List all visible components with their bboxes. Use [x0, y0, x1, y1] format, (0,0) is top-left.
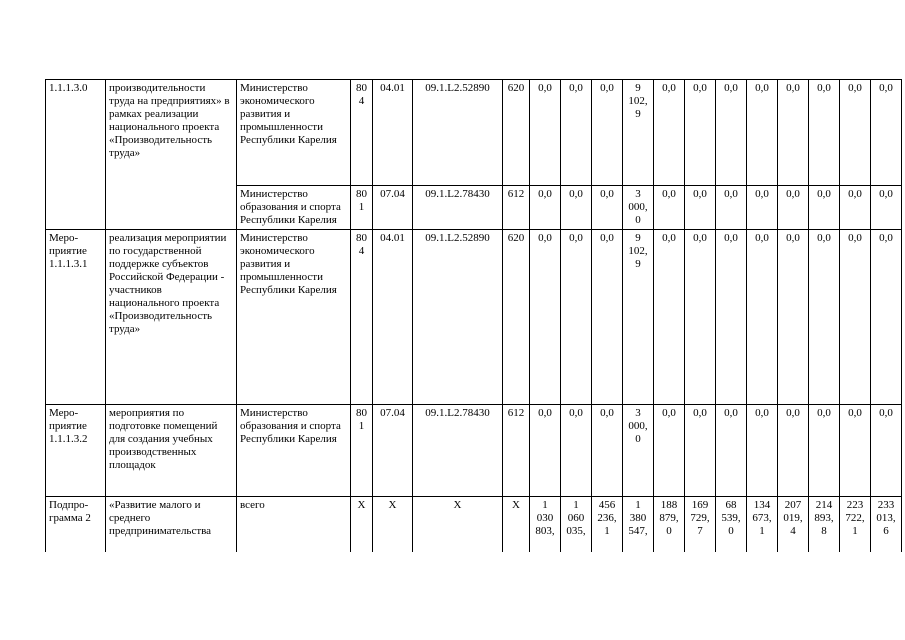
- rzpr-cell: 04.01: [373, 230, 413, 405]
- vr-cell: Х: [503, 497, 530, 552]
- value-cell: 68 539, 0: [716, 497, 747, 552]
- grbs-cell: 80 1: [351, 186, 373, 230]
- value-cell: 0,0: [685, 230, 716, 405]
- value-cell: 0,0: [561, 186, 592, 230]
- rzpr-cell: 04.01: [373, 80, 413, 186]
- value-cell: 169 729, 7: [685, 497, 716, 552]
- code-cell: Меро- приятие 1.1.1.3.1: [46, 230, 106, 405]
- value-cell: 0,0: [747, 405, 778, 497]
- csr-cell: 09.1.L2.52890: [413, 230, 503, 405]
- value-cell: 0,0: [592, 80, 623, 186]
- value-cell: 0,0: [685, 80, 716, 186]
- name-cell: мероприятия по подготовке помещений для создания учебных производственных площадок: [106, 405, 237, 497]
- value-cell: 0,0: [840, 186, 871, 230]
- value-cell: 0,0: [778, 80, 809, 186]
- value-cell: 0,0: [530, 230, 561, 405]
- value-cell: 0,0: [561, 80, 592, 186]
- value-cell: 1 060 035,: [561, 497, 592, 552]
- rzpr-cell: 07.04: [373, 186, 413, 230]
- value-cell: 0,0: [654, 80, 685, 186]
- value-cell: 0,0: [685, 186, 716, 230]
- value-cell: 0,0: [809, 80, 840, 186]
- value-cell: 0,0: [871, 80, 902, 186]
- value-cell: 0,0: [871, 405, 902, 497]
- value-cell: 188 879, 0: [654, 497, 685, 552]
- rzpr-cell: Х: [373, 497, 413, 552]
- table-row: [46, 405, 902, 497]
- vr-cell: 612: [503, 186, 530, 230]
- name-cell: производительности труда на предприятиях» в рамках реализации национального проекта «Производительность труда»: [106, 80, 237, 230]
- vr-cell: 620: [503, 80, 530, 186]
- code-cell: Подпро- грамма 2: [46, 497, 106, 552]
- code-cell: 1.1.1.3.0: [46, 80, 106, 230]
- value-cell: 0,0: [530, 405, 561, 497]
- value-cell: 1 030 803,: [530, 497, 561, 552]
- csr-cell: 09.1.L2.78430: [413, 186, 503, 230]
- value-cell: 0,0: [778, 230, 809, 405]
- org-cell: Министерство образования и спорта Республики Карелия: [237, 405, 351, 497]
- value-cell: 0,0: [778, 405, 809, 497]
- csr-cell: Х: [413, 497, 503, 552]
- value-cell: 9 102, 9: [623, 230, 654, 405]
- grbs-cell: 80 4: [351, 230, 373, 405]
- value-cell: 0,0: [747, 80, 778, 186]
- value-cell: 0,0: [840, 80, 871, 186]
- value-cell: 0,0: [685, 405, 716, 497]
- value-cell: 456 236, 1: [592, 497, 623, 552]
- csr-cell: 09.1.L2.78430: [413, 405, 503, 497]
- value-cell: 0,0: [809, 405, 840, 497]
- value-cell: 0,0: [561, 230, 592, 405]
- org-cell: Министерство образования и спорта Республики Карелия: [237, 186, 351, 230]
- value-cell: 0,0: [871, 230, 902, 405]
- table-row: [46, 80, 902, 186]
- value-cell: 0,0: [654, 230, 685, 405]
- grbs-cell: Х: [351, 497, 373, 552]
- value-cell: 0,0: [654, 186, 685, 230]
- value-cell: 0,0: [592, 186, 623, 230]
- value-cell: 0,0: [809, 186, 840, 230]
- value-cell: 0,0: [809, 230, 840, 405]
- table-row: [46, 497, 902, 552]
- org-cell: Министерство экономического развития и промышленности Республики Карелия: [237, 230, 351, 405]
- grbs-cell: 80 4: [351, 80, 373, 186]
- value-cell: 9 102, 9: [623, 80, 654, 186]
- value-cell: 223 722, 1: [840, 497, 871, 552]
- csr-cell: 09.1.L2.52890: [413, 80, 503, 186]
- org-cell: Министерство экономического развития и промышленности Республики Карелия: [237, 80, 351, 186]
- value-cell: 0,0: [530, 80, 561, 186]
- name-cell: «Развитие малого и среднего предпринимательства: [106, 497, 237, 552]
- value-cell: 0,0: [654, 405, 685, 497]
- vr-cell: 620: [503, 230, 530, 405]
- value-cell: 0,0: [561, 405, 592, 497]
- table-row: [46, 230, 902, 405]
- value-cell: 0,0: [716, 230, 747, 405]
- rzpr-cell: 07.04: [373, 405, 413, 497]
- value-cell: 0,0: [716, 405, 747, 497]
- value-cell: 0,0: [871, 186, 902, 230]
- budget-table: [45, 79, 902, 552]
- value-cell: 0,0: [592, 405, 623, 497]
- grbs-cell: 80 1: [351, 405, 373, 497]
- value-cell: 233 013, 6: [871, 497, 902, 552]
- value-cell: 214 893, 8: [809, 497, 840, 552]
- value-cell: 0,0: [840, 230, 871, 405]
- value-cell: 0,0: [592, 230, 623, 405]
- name-cell: реализация мероприятии по государственной поддержке субъектов Российской Федерации - участников национального проекта «Производительность труда»: [106, 230, 237, 405]
- value-cell: 0,0: [530, 186, 561, 230]
- value-cell: 1 380 547,: [623, 497, 654, 552]
- value-cell: 0,0: [716, 186, 747, 230]
- value-cell: 0,0: [778, 186, 809, 230]
- vr-cell: 612: [503, 405, 530, 497]
- code-cell: Меро- приятие 1.1.1.3.2: [46, 405, 106, 497]
- org-cell: всего: [237, 497, 351, 552]
- value-cell: 207 019, 4: [778, 497, 809, 552]
- value-cell: 134 673, 1: [747, 497, 778, 552]
- value-cell: 0,0: [716, 80, 747, 186]
- value-cell: 3 000, 0: [623, 405, 654, 497]
- value-cell: 3 000, 0: [623, 186, 654, 230]
- value-cell: 0,0: [747, 230, 778, 405]
- value-cell: 0,0: [747, 186, 778, 230]
- value-cell: 0,0: [840, 405, 871, 497]
